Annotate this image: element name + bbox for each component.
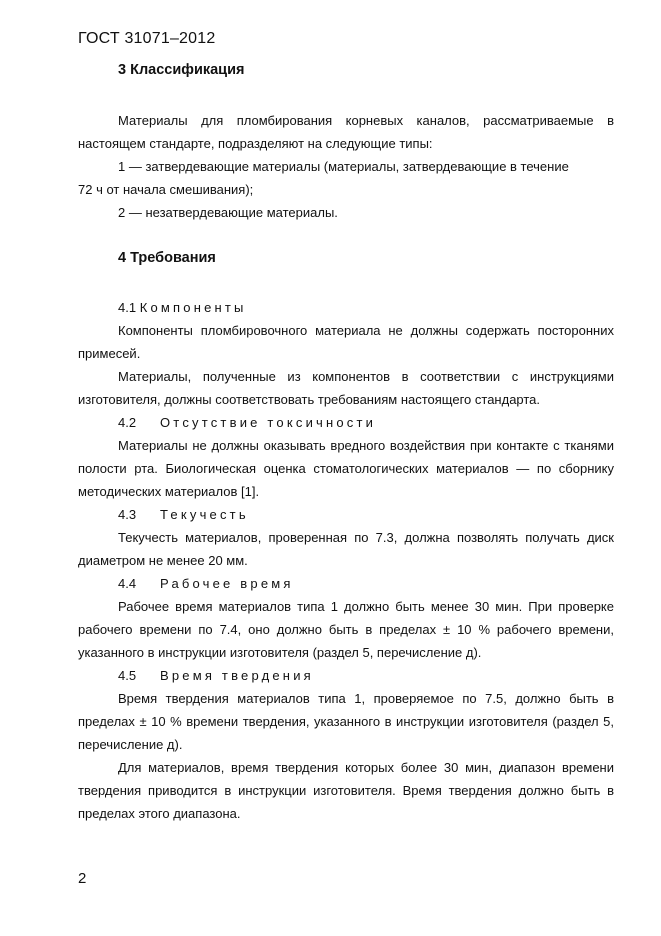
subsection-4-2-title: Отсутствие токсичности <box>160 415 377 430</box>
subsection-4-1-title: Компоненты <box>139 300 247 315</box>
subsection-4-3-heading <box>118 503 249 526</box>
subsection-4-1-heading <box>118 296 247 319</box>
subsection-4-3-paragraph: Текучесть материалов, проверенная по 7.3, должна позволять получать диск диаметром не менее 20 мм. <box>78 530 614 568</box>
type-1-line-2: 72 ч от начала смешивания); <box>78 182 254 197</box>
subsection-4-4-number: 4.4 <box>118 576 137 591</box>
subsection-4-5-heading <box>118 664 314 687</box>
section-4-heading: 4 Требования <box>118 250 216 266</box>
subsection-4-2-heading <box>118 411 376 434</box>
subsection-4-5-paragraph-1: Время твердения материалов типа 1, проверяемое по 7.5, должно быть в пределах ± 10 % времени твердения, указанного в инструкции изготовителя (раздел 5, перечисление д). <box>78 691 614 752</box>
document-header: ГОСТ 31071–2012 <box>78 30 216 47</box>
subsection-4-1-paragraph-2: Материалы, полученные из компонентов в соответствии с инструкциями изготовителя, должны соответствовать требованиям настоящего стандарта. <box>78 369 614 407</box>
subsection-4-4-title: Рабочее время <box>160 576 294 591</box>
subsection-4-2-paragraph: Материалы не должны оказывать вредного воздействия при контакте с тканями полости рта. Биологическая оценка стоматологических материалов — по сборнику методических материалов [1]. <box>78 438 614 499</box>
page-number: 2 <box>78 870 87 887</box>
subsection-4-2-number: 4.2 <box>118 415 137 430</box>
subsection-4-5-title: Время твердения <box>160 668 314 683</box>
section-3-intro: Материалы для пломбирования корневых каналов, рассматриваемые в настоящем стандарте, подразделяют на следующие типы: <box>78 113 614 151</box>
subsection-4-4-heading <box>118 572 294 595</box>
subsection-4-5-paragraph-2: Для материалов, время твердения которых более 30 мин, диапазон времени твердения приводится в инструкции изготовителя. Время твердения должно быть в пределах этого диапазона. <box>78 760 614 821</box>
subsection-4-1-number: 4.1 <box>118 300 137 315</box>
subsection-4-3-number: 4.3 <box>118 507 137 522</box>
subsection-4-4-paragraph: Рабочее время материалов типа 1 должно быть менее 30 мин. При проверке рабочего времени по 7.4, оно должно быть в пределах ± 10 % рабочего времени, указанного в инструкции изготовителя (раздел 5, перечисление д). <box>78 599 614 660</box>
type-2-line: 2 — незатвердевающие материалы. <box>118 205 338 220</box>
subsection-4-1-paragraph-1: Компоненты пломбировочного материала не должны содержать посторонних примесей. <box>78 323 614 361</box>
subsection-4-5-number: 4.5 <box>118 668 137 683</box>
type-1-line-1: 1 — затвердевающие материалы (материалы, затвердевающие в течение <box>118 159 569 174</box>
subsection-4-3-title: Текучесть <box>160 507 249 522</box>
section-3-heading: 3 Классификация <box>118 62 245 78</box>
